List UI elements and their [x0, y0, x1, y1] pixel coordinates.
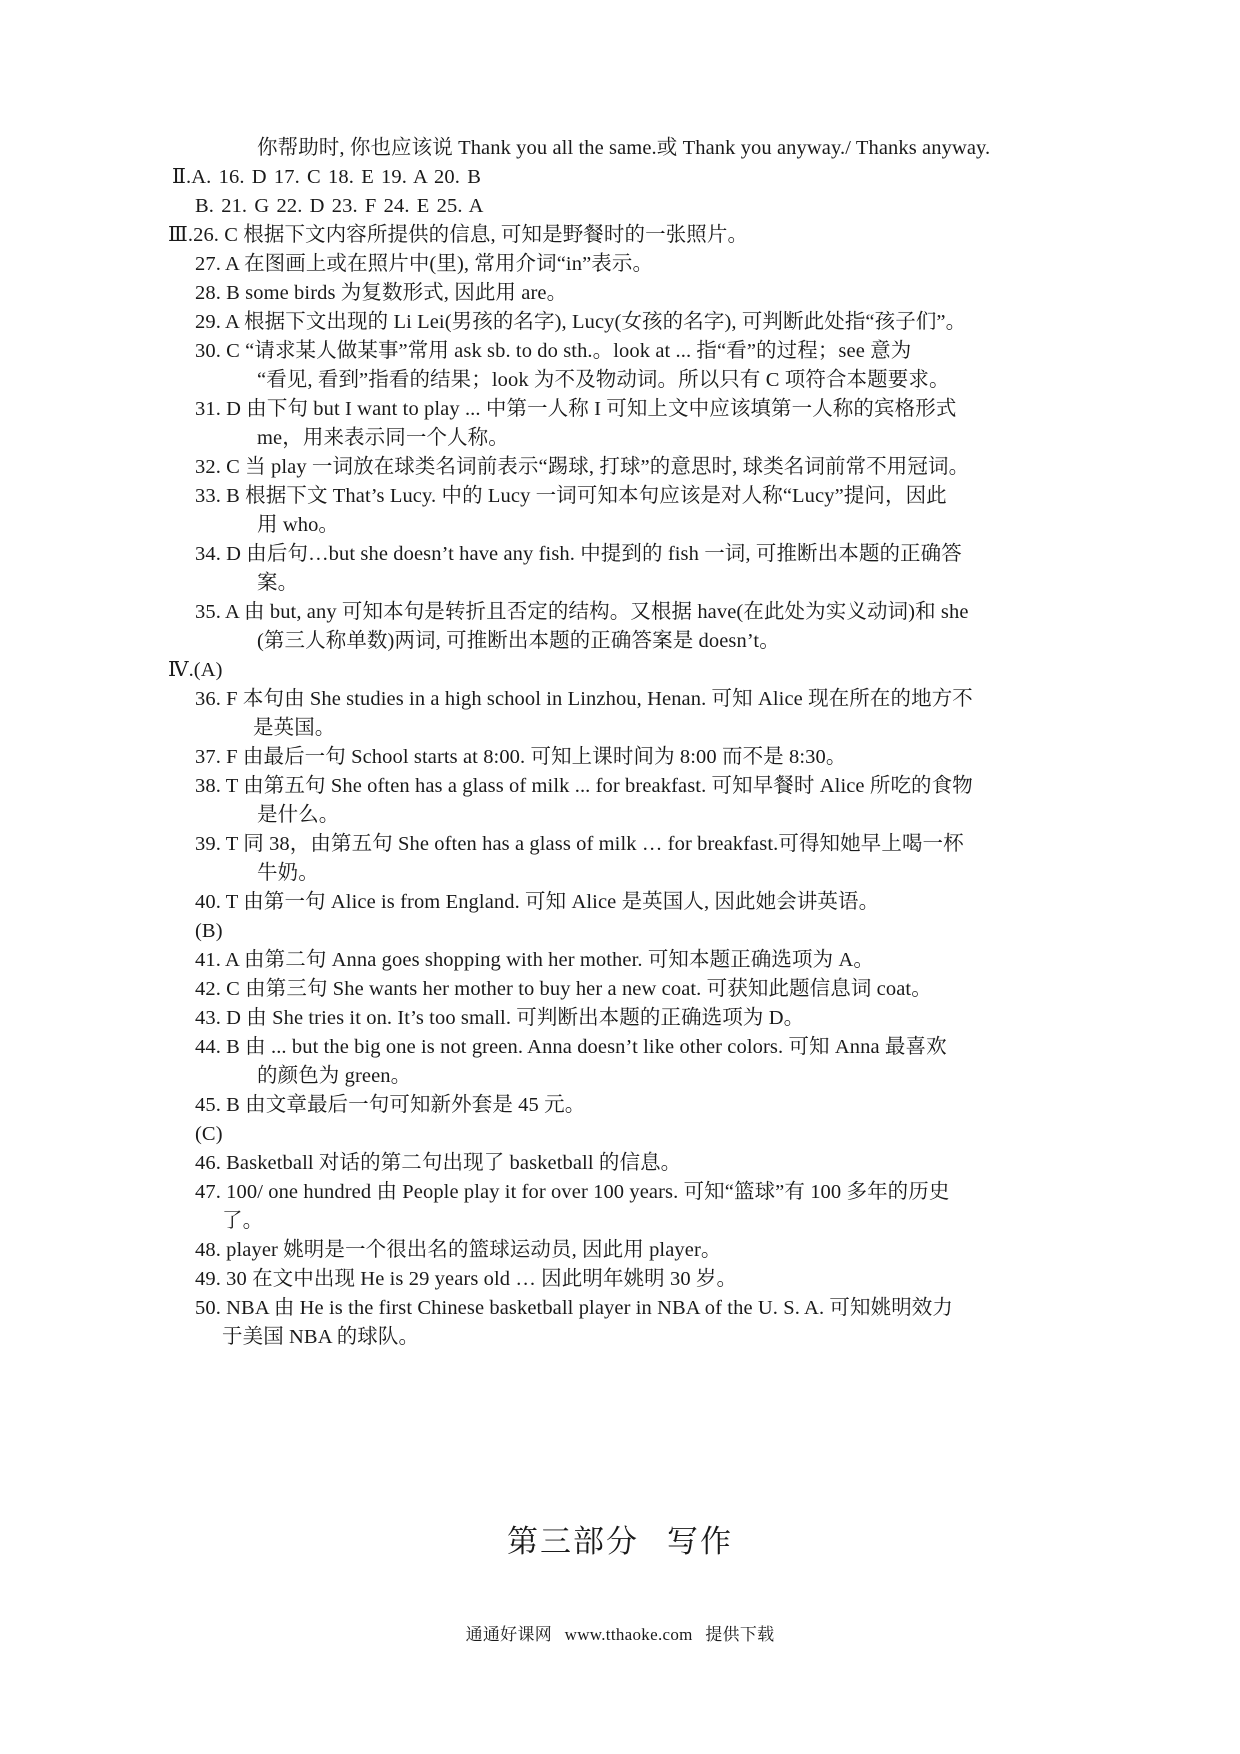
answer-item-34-cont: 案。	[257, 572, 299, 594]
answer-row-2a: Ⅱ.A. 16. D 17. C 18. E 19. A 20. B	[172, 166, 481, 188]
answer-item-36: 36. F 本句由 She studies in a high school in Linzhou, Henan. 可知 Alice 现在所在的地方不	[195, 688, 973, 710]
answer-item-30-cont: “看见, 看到”指看的结果；look 为不及物动词。所以只有 C 项符合本题要求。	[257, 369, 950, 391]
answer-item-30: 30. C “请求某人做某事”常用 ask sb. to do sth.。look at ... 指“看”的过程；see 意为	[195, 340, 912, 362]
answer-item-38-cont: 是什么。	[257, 804, 340, 826]
answer-item-31: 31. D 由下句 but I want to play ... 中第一人称 I 可知上文中应该填第一人称的宾格形式	[195, 398, 957, 420]
answer-item-38: 38. T 由第五句 She often has a glass of milk ... for breakfast. 可知早餐时 Alice 所吃的食物	[195, 775, 973, 797]
footer-url-link[interactable]: www.tthaoke.com	[564, 1625, 693, 1644]
answer-item-33-cont: 用 who。	[257, 514, 340, 536]
section-heading	[0, 1516, 1240, 1561]
answer-item-44-cont: 的颜色为 green。	[257, 1065, 412, 1087]
answer-item-47: 47. 100/ one hundred 由 People play it for over 100 years. 可知“篮球”有 100 多年的历史	[195, 1181, 950, 1203]
answer-item-44: 44. B 由 ... but the big one is not green. Anna doesn’t like other colors. 可知 Anna 最喜欢	[195, 1036, 947, 1058]
answer-item-28: 28. B some birds 为复数形式, 因此用 are。	[195, 282, 568, 304]
answer-item-36-cont: 是英国。	[253, 717, 336, 739]
section-title: 写作	[667, 1524, 733, 1560]
answer-item-31-cont: me，用来表示同一个人称。	[257, 427, 509, 449]
answer-item-47-cont: 了。	[222, 1210, 264, 1232]
answer-item-35-cont: (第三人称单数)两词, 可推断出本题的正确答案是 doesn’t。	[257, 630, 780, 652]
answer-item-35: 35. A 由 but, any 可知本句是转折且否定的结构。又根据 have(在此处为实义动词)和 she	[195, 601, 969, 623]
answer-item-50: 50. NBA 由 He is the first Chinese basketball player in NBA of the U. S. A. 可知姚明效力	[195, 1297, 953, 1319]
answer-item-50-cont: 于美国 NBA 的球队。	[222, 1326, 420, 1348]
page-footer	[0, 1620, 1240, 1645]
section-part-label: 第三部分	[507, 1524, 639, 1560]
footer-suffix: 提供下载	[705, 1625, 775, 1644]
answer-item-33: 33. B 根据下文 That’s Lucy. 中的 Lucy 一词可知本句应该是对人称“Lucy”提问，因此	[195, 485, 947, 507]
section-label-4a: Ⅳ.(A)	[168, 659, 223, 681]
answer-item-26: Ⅲ.26. C 根据下文内容所提供的信息, 可知是野餐时的一张照片。	[168, 224, 749, 246]
text-line: 你帮助时, 你也应该说 Thank you all the same.或 Thank you anyway./ Thanks anyway.	[257, 137, 991, 159]
answer-item-40: 40. T 由第一句 Alice is from England. 可知 Alice 是英国人, 因此她会讲英语。	[195, 891, 880, 913]
section-label-4c: (C)	[195, 1123, 223, 1145]
answer-item-42: 42. C 由第三句 She wants her mother to buy her a new coat. 可获知此题信息词 coat。	[195, 978, 932, 1000]
answer-item-37: 37. F 由最后一句 School starts at 8:00. 可知上课时间为 8:00 而不是 8:30。	[195, 746, 847, 768]
answer-item-39: 39. T 同 38，由第五句 She often has a glass of milk … for breakfast.可得知她早上喝一杯	[195, 833, 964, 855]
section-label-4b: (B)	[195, 920, 223, 942]
answer-item-48: 48. player 姚明是一个很出名的篮球运动员, 因此用 player。	[195, 1239, 722, 1261]
answer-item-45: 45. B 由文章最后一句可知新外套是 45 元。	[195, 1094, 586, 1116]
answer-item-49: 49. 30 在文中出现 He is 29 years old … 因此明年姚明 30 岁。	[195, 1268, 738, 1290]
answer-item-41: 41. A 由第二句 Anna goes shopping with her mother. 可知本题正确选项为 A。	[195, 949, 874, 971]
answer-item-29: 29. A 根据下文出现的 Li Lei(男孩的名字), Lucy(女孩的名字), 可判断此处指“孩子们”。	[195, 311, 967, 333]
answer-item-46: 46. Basketball 对话的第二句出现了 basketball 的信息。	[195, 1152, 682, 1174]
answer-row-2b: B. 21. G 22. D 23. F 24. E 25. A	[195, 195, 484, 217]
answer-item-34: 34. D 由后句…but she doesn’t have any fish. 中提到的 fish 一词, 可推断出本题的正确答	[195, 543, 962, 565]
answer-item-43: 43. D 由 She tries it on. It’s too small. 可判断出本题的正确选项为 D。	[195, 1007, 805, 1029]
answer-item-39-cont: 牛奶。	[257, 862, 319, 884]
answer-item-27: 27. A 在图画上或在照片中(里), 常用介词“in”表示。	[195, 253, 654, 275]
answer-item-32: 32. C 当 play 一词放在球类名词前表示“踢球, 打球”的意思时, 球类名词前常不用冠词。	[195, 456, 970, 478]
footer-site-name: 通通好课网	[465, 1625, 553, 1644]
